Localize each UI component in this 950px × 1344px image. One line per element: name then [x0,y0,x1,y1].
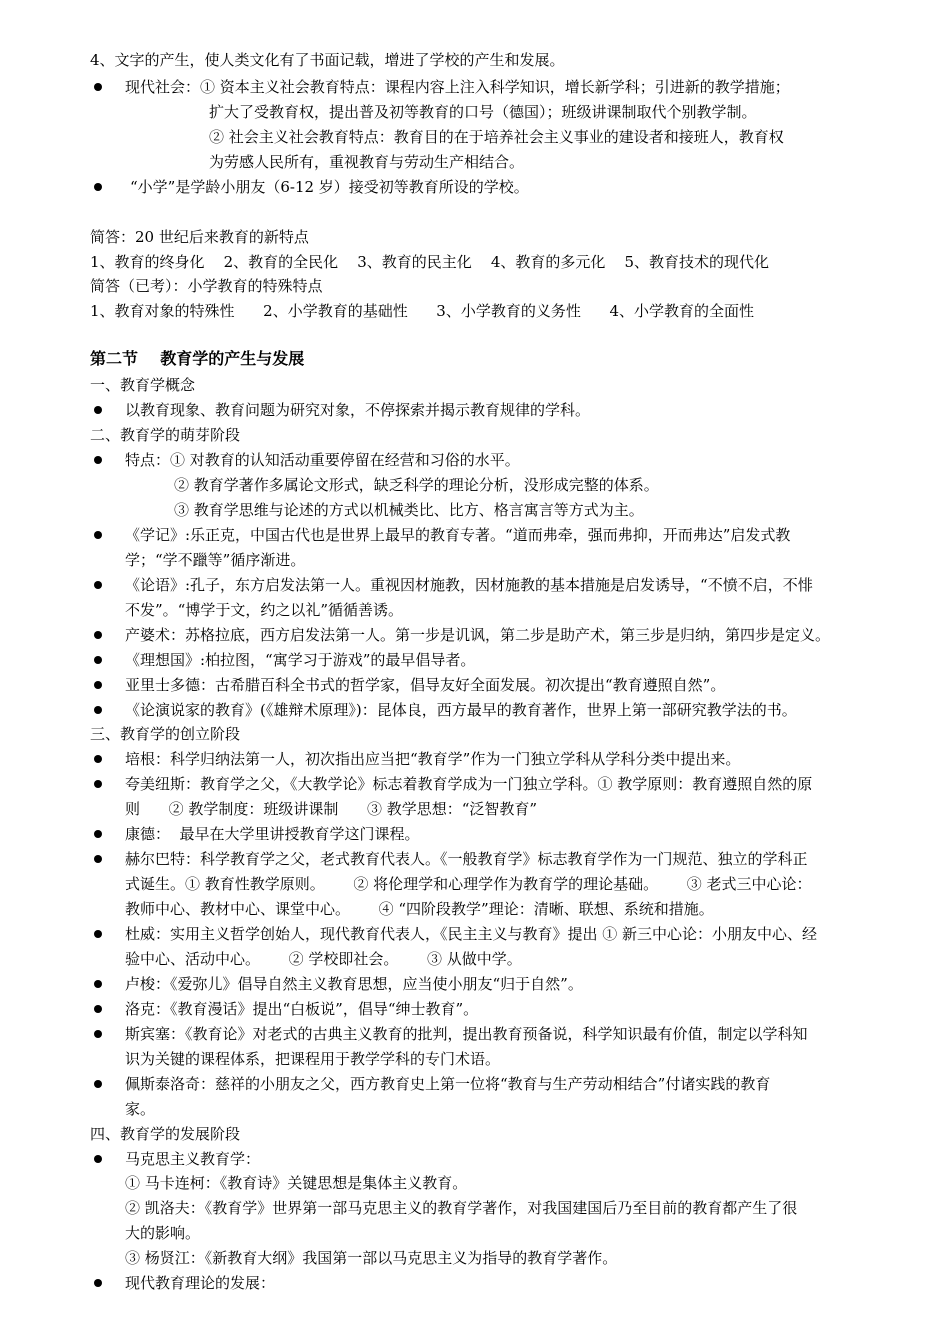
subsection-title: 四、教育学的发展阶段 [90,1125,241,1143]
text-line: ③ 教育学思维与论述的方式以机械类比、比方、格言寓言等方式为主。 [174,501,644,519]
text-line: 验中心、活动中心。 ② 学校即社会。 ③ 从做中学。 [125,950,522,968]
text-line: 产婆术：苏格拉底，西方启发法第一人。第一步是讥讽，第二步是助产术，第三步是归纳，第四步是定义。 [125,626,831,644]
text-line: 不发”。“博学于文，约之以礼”循循善诱。 [125,601,404,619]
bullet-icon [94,581,102,589]
text-line: ② 凯洛夫：《教育学》世界第一部马克思主义的教育学著作，对我国建国后乃至目前的教育都产生了很 [125,1199,798,1217]
bullet-icon [94,1279,102,1287]
text-line: ① 马卡连柯：《教育诗》关键思想是集体主义教育。 [125,1174,468,1192]
bullet-icon [94,1080,102,1088]
bullet-icon [94,1155,102,1163]
text-line: “小学”是学龄小朋友（6-12 岁）接受初等教育所设的学校。 [130,178,529,196]
text-line: 大的影响。 [125,1224,201,1242]
bullet-icon [94,1005,102,1013]
text-line: 现代社会：① 资本主义社会教育特点：课程内容上注入科学知识，增长新学科；引进新的教学措施； [125,78,790,96]
bullet-icon [94,83,102,91]
subsection-title: 一、教育学概念 [90,376,196,394]
bullet-icon [94,531,102,539]
text-line: 为劳感人民所有，重视教育与劳动生产相结合。 [209,153,525,171]
text-line: 以教育现象、教育问题为研究对象，不停探索并揭示教育规律的学科。 [125,401,591,419]
text-line: 《理想国》:柏拉图，“寓学习于游戏”的最早倡导者。 [125,651,476,669]
text-line: 简答：20 世纪后来教育的新特点 [90,228,309,246]
text-line: ③ 杨贤江：《新教育大纲》我国第一部以马克思主义为指导的教育学著作。 [125,1249,618,1267]
text-line: 赫尔巴特：科学教育学之父，老式教育代表人。《一般教育学》标志教育学作为一门规范、独立的学科正 [125,850,808,868]
text-line: ② 社会主义社会教育特点：教育目的在于培养社会主义事业的建设者和接班人，教育权 [209,128,784,146]
subsection-title: 三、教育学的创立阶段 [90,725,241,743]
bullet-icon [94,980,102,988]
text-line: 特点：① 对教育的认知活动重要停留在经营和习俗的水平。 [125,451,520,469]
bullet-icon [94,830,102,838]
text-line: 《论语》:孔子，东方启发法第一人。重视因材施教，因材施教的基本措施是启发诱导，“不愤不启，不悱 [125,576,813,594]
text-line: 佩斯泰洛奇：慈祥的小朋友之父，西方教育史上第一位将“教育与生产劳动相结合”付诸实践的教育 [125,1075,771,1093]
text-line: 夸美纽斯：教育学之父，《大教学论》标志着教育学成为一门独立学科。① 教学原则：教育遵照自然的原 [125,775,813,793]
subsection-title: 二、教育学的萌芽阶段 [90,426,241,444]
bullet-icon [94,406,102,414]
bullet-icon [94,755,102,763]
bullet-icon [94,656,102,664]
text-line: 培根：科学归纳法第一人，初次指出应当把“教育学”作为一门独立学科从学科分类中提出来。 [125,750,741,768]
text-line: 家。 [125,1100,156,1118]
text-line: 式诞生。① 教育性教学原则。 ② 将伦理学和心理学作为教育学的理论基础。 ③ 老式三中心论： [125,875,812,893]
bullet-icon [94,780,102,788]
bullet-icon [94,855,102,863]
text-line: 扩大了受教育权，提出普及初等教育的口号（德国）；班级讲课制取代个别教学制。 [209,103,757,121]
text-line: 学；“学不躐等”循序渐进。 [125,551,306,569]
text-line: 1、教育对象的特殊性 2、小学教育的基础性 3、小学教育的义务性 4、小学教育的全面性 [90,302,755,320]
text-line: 斯宾塞：《教育论》对老式的古典主义教育的批判，提出教育预备说，科学知识最有价值，制定以学科知 [125,1025,808,1043]
text-line: 简答（已考）：小学教育的特殊特点 [90,277,323,295]
text-line: 识为关键的课程体系，把课程用于教学学科的专门术语。 [125,1050,501,1068]
bullet-icon [94,930,102,938]
bullet-icon [94,1030,102,1038]
bullet-icon [94,706,102,714]
bullet-icon [94,681,102,689]
text-line: 则 ② 教学制度：班级讲课制 ③ 教学思想：“泛智教育” [125,800,538,818]
text-line: 康德： 最早在大学里讲授教育学这门课程。 [125,825,420,843]
text-line: 《论演说家的教育》(《雄辩术原理》)：昆体良，西方最早的教育著作，世界上第一部研究教学法的书。 [125,701,797,719]
bullet-icon [94,456,102,464]
text-line: 4、文字的产生，使人类文化有了书面记载，增进了学校的产生和发展。 [90,51,565,69]
text-line: 教师中心、教材中心、课堂中心。 ④ “四阶段教学”理论：清晰、联想、系统和措施。 [125,900,714,918]
text-line: 洛克：《教育漫话》提出“白板说”，倡导“绅士教育”。 [125,1000,479,1018]
text-line: 马克思主义教育学： [125,1150,261,1168]
text-line: 现代教育理论的发展： [125,1274,276,1292]
bullet-icon [94,183,102,191]
text-line: 1、教育的终身化 2、教育的全民化 3、教育的民主化 4、教育的多元化 5、教育技术的现代化 [90,253,770,271]
text-line: 《学记》:乐正克，中国古代也是世界上最早的教育专著。“道而弗牵，强而弗抑，开而弗达”启发式教 [125,526,791,544]
text-line: 卢梭：《爱弥儿》倡导自然主义教育思想，应当使小朋友“归于自然”。 [125,975,583,993]
bullet-icon [94,631,102,639]
text-line: 杜威：实用主义哲学创始人，现代教育代表人，《民主主义与教育》提出 ① 新三中心论：小朋友中心、经 [125,925,818,943]
text-line: ② 教育学著作多属论文形式，缺乏科学的理论分析，没形成完整的体系。 [174,476,659,494]
text-line: 亚里士多德：古希腊百科全书式的哲学家，倡导友好全面发展。初次提出“教育遵照自然”。 [125,676,726,694]
section-heading: 第二节 教育学的产生与发展 [90,349,305,368]
